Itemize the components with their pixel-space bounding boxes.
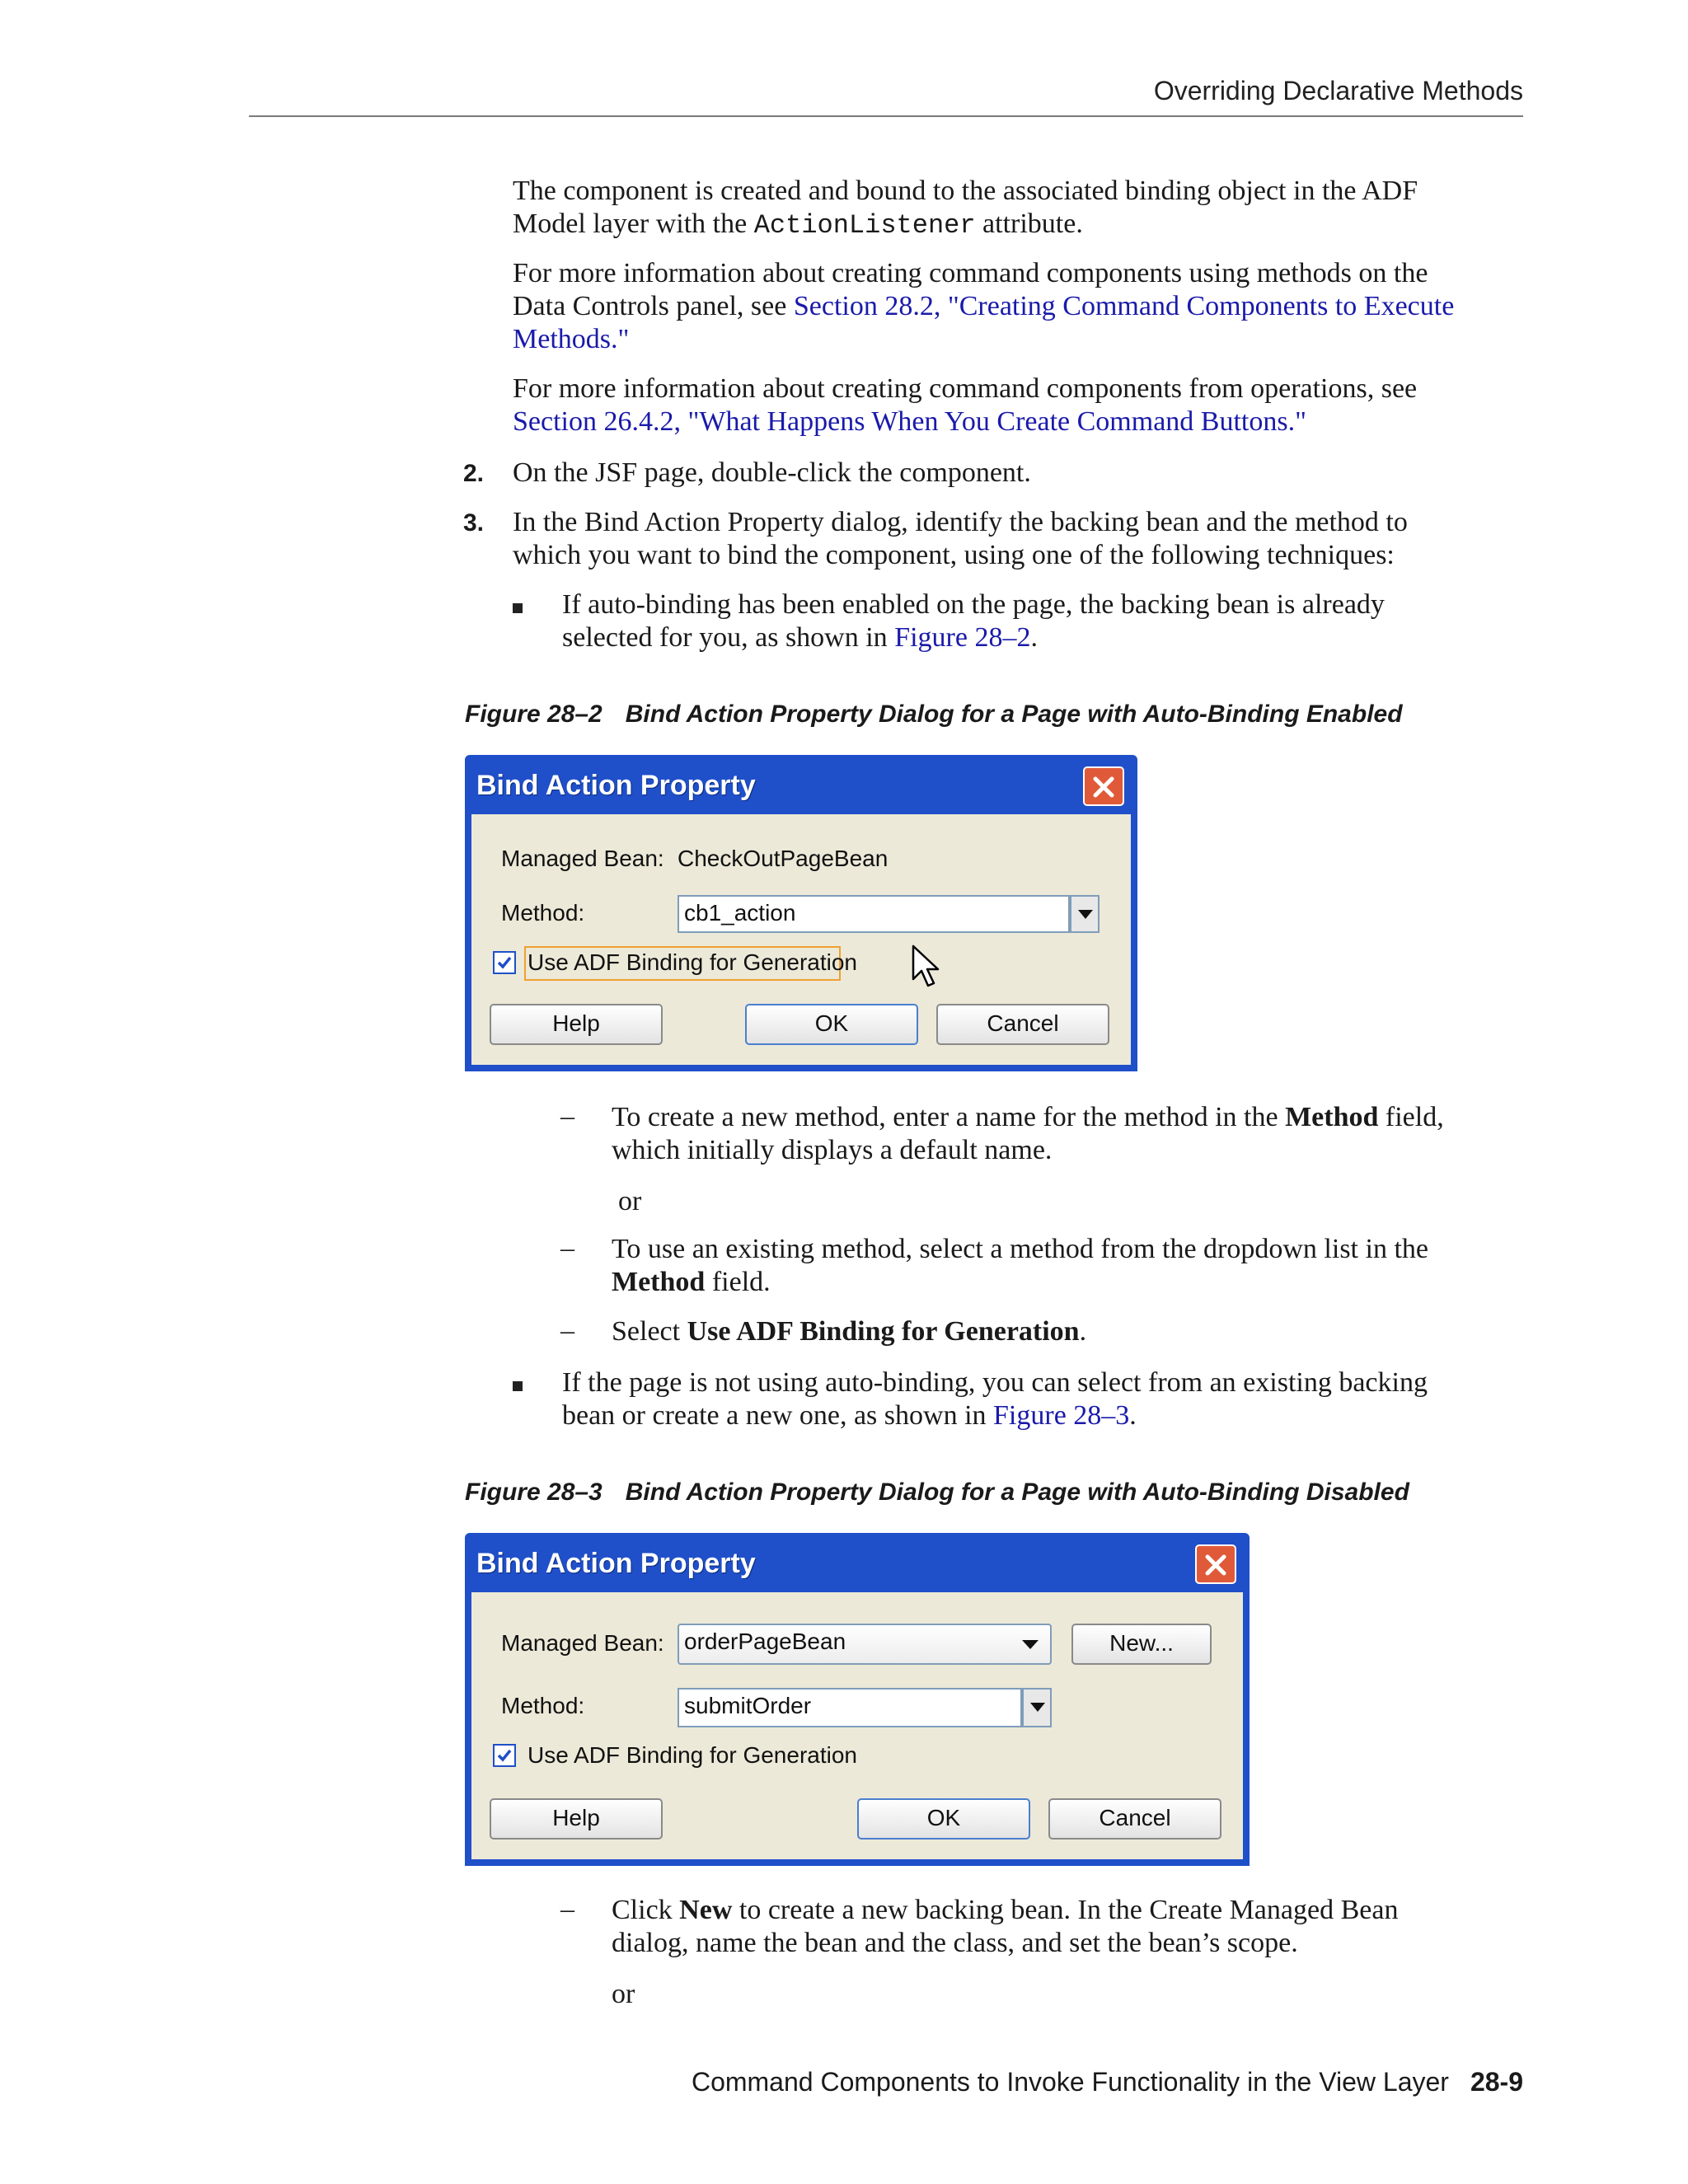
step-3-text — [513, 506, 1408, 572]
text-line: Data Controls panel, see Section 28.2, "Creating Command Components to Execute — [513, 291, 1455, 321]
text-line: In the Bind Action Property dialog, identify the backing bean and the method to — [513, 507, 1408, 537]
link-section-28-2-cont[interactable]: Methods." — [513, 324, 630, 354]
close-icon[interactable] — [1195, 1544, 1236, 1584]
close-icon[interactable] — [1083, 766, 1124, 806]
text-line: selected for you, as shown in Figure 28–2. — [562, 622, 1038, 653]
cancel-button[interactable]: Cancel — [936, 1004, 1109, 1045]
bullet-auto-binding-enabled — [562, 588, 1385, 654]
text-line: which you want to bind the component, using one of the following techniques: — [513, 540, 1395, 570]
use-adf-binding-checkbox[interactable] — [493, 951, 516, 974]
managed-bean-value: CheckOutPageBean — [678, 846, 889, 871]
figure-title: Bind Action Property Dialog for a Page with Auto-Binding Disabled — [625, 1479, 1409, 1506]
cancel-button[interactable]: Cancel — [1048, 1798, 1221, 1840]
text-line: If the page is not using auto-binding, you can select from an existing backing — [562, 1367, 1428, 1398]
text-line: bean or create a new one, as shown in Figure 28–3. — [562, 1400, 1137, 1431]
figure-28-3-caption — [465, 1479, 1409, 1507]
ok-button[interactable]: OK — [857, 1798, 1030, 1840]
text-line: To use an existing method, select a method from the dropdown list in the — [612, 1234, 1428, 1264]
method-label: Method: — [501, 900, 585, 926]
link-section-28-2[interactable]: Section 28.2, "Creating Command Components to Execute — [793, 291, 1455, 321]
dialog-title: Bind Action Property — [476, 1548, 756, 1579]
use-adf-binding-checkbox[interactable] — [493, 1744, 516, 1767]
text-line: For more information about creating command components from operations, see — [513, 373, 1418, 404]
step-number-2: 2. — [463, 460, 485, 487]
dash-item-create-method — [612, 1101, 1444, 1167]
footer-chapter-title: Command Components to Invoke Functionality in the View Layer — [691, 2067, 1449, 2097]
text-line: The component is created and bound to the associated binding object in the ADF — [513, 176, 1418, 206]
managed-bean-select[interactable] — [678, 1624, 1052, 1665]
paragraph-binding — [513, 175, 1418, 242]
ok-button[interactable]: OK — [745, 1004, 918, 1045]
link-figure-28-2[interactable]: Figure 28–2 — [894, 622, 1031, 653]
text-line: dialog, name the bean and the class, and set the bean’s scope. — [612, 1928, 1298, 1958]
method-dropdown-button[interactable] — [1070, 895, 1100, 933]
bind-action-property-dialog-2 — [465, 1533, 1250, 1866]
dash-item-click-new — [612, 1894, 1398, 1960]
text-line: Model layer with the ActionListener attribute. — [513, 209, 1083, 241]
text-line: Click New to create a new backing bean. In the Create Managed Bean — [612, 1895, 1399, 1925]
page-footer — [692, 2067, 1523, 2097]
or-separator: or — [612, 1979, 635, 2009]
link-figure-28-3[interactable]: Figure 28–3 — [993, 1400, 1130, 1431]
figure-title: Bind Action Property Dialog for a Page with Auto-Binding Enabled — [625, 701, 1403, 728]
or-separator: or — [618, 1186, 642, 1216]
paragraph-more-info-operations — [513, 373, 1417, 438]
square-bullet-icon — [513, 603, 523, 613]
text-line: which initially displays a default name. — [612, 1135, 1053, 1165]
bullet-auto-binding-disabled — [562, 1366, 1428, 1432]
dialog-title: Bind Action Property — [476, 770, 756, 801]
dash-item-existing-method — [612, 1233, 1428, 1299]
method-input[interactable]: submitOrder — [678, 1688, 1022, 1727]
mouse-pointer-icon — [910, 944, 943, 991]
help-button[interactable]: Help — [490, 1798, 663, 1840]
paragraph-more-info-methods — [513, 257, 1454, 356]
use-adf-binding-label[interactable]: Use ADF Binding for Generation — [528, 1742, 857, 1768]
help-button[interactable]: Help — [490, 1004, 663, 1045]
text-line: Method field. — [612, 1267, 771, 1297]
text-line: For more information about creating command components using methods on the — [513, 258, 1428, 288]
method-dropdown-button[interactable] — [1022, 1688, 1052, 1727]
managed-bean-label: Managed Bean: — [501, 1630, 664, 1656]
dash-bullet-icon: – — [560, 1233, 574, 1263]
step-2-text: On the JSF page, double-click the component. — [513, 457, 1031, 488]
page-number: 28-9 — [1470, 2067, 1523, 2097]
figure-28-2-caption — [465, 701, 1403, 729]
method-input[interactable]: cb1_action — [678, 895, 1070, 933]
link-section-26-4-2[interactable]: Section 26.4.2, "What Happens When You Create Command Buttons." — [513, 406, 1306, 437]
step-number-3: 3. — [463, 509, 485, 537]
text-line: To create a new method, enter a name for the method in the Method field, — [612, 1102, 1444, 1132]
method-label: Method: — [501, 1693, 585, 1718]
bind-action-property-dialog-1 — [465, 755, 1137, 1071]
code-actionlistener: ActionListener — [753, 210, 976, 241]
figure-label: Figure 28–2 — [465, 701, 603, 728]
dash-bullet-icon: – — [560, 1894, 574, 1924]
chevron-down-icon — [1022, 1640, 1039, 1649]
new-bean-button[interactable]: New... — [1071, 1624, 1212, 1665]
managed-bean-label: Managed Bean: — [501, 846, 664, 871]
dash-bullet-icon: – — [560, 1315, 574, 1346]
dash-bullet-icon: – — [560, 1101, 574, 1132]
header-rule — [249, 115, 1523, 117]
figure-label: Figure 28–3 — [465, 1479, 603, 1506]
dash-item-select-binding: Select Use ADF Binding for Generation. — [612, 1316, 1087, 1347]
use-adf-binding-label[interactable]: Use ADF Binding for Generation — [528, 949, 857, 975]
square-bullet-icon — [513, 1381, 523, 1391]
text-line: If auto-binding has been enabled on the page, the backing bean is already — [562, 589, 1385, 620]
managed-bean-value: orderPageBean — [684, 1629, 846, 1654]
running-header: Overriding Declarative Methods — [1153, 76, 1523, 105]
